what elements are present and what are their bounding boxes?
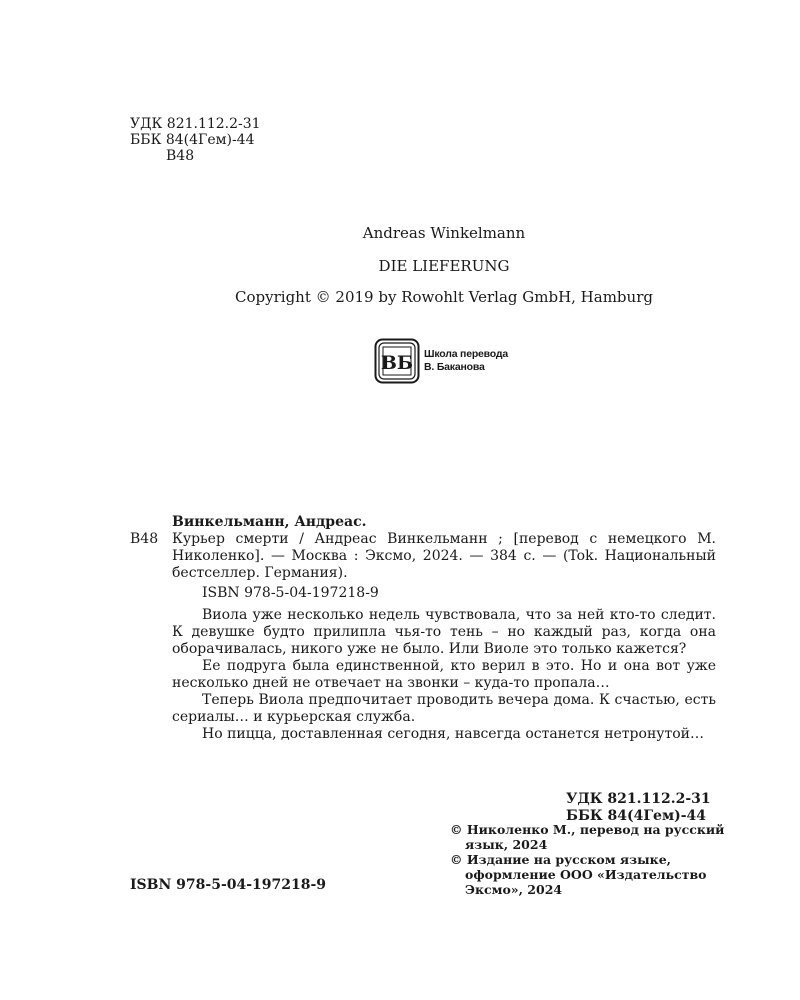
catalog-description-row — [130, 531, 716, 582]
top-classification-codes — [130, 116, 261, 164]
annotation-paragraph: Но пицца, доставленная сегодня, навсегда останется нетронутой… — [202, 726, 705, 742]
original-copyright: Copyright © 2019 by Rowohlt Verlag GmbH, Hamburg — [235, 288, 653, 306]
catalog-author: Винкельманн, Андреас. — [172, 514, 367, 530]
school-name-line1: Школа перевода — [424, 348, 508, 360]
emblem-letters: ВБ — [380, 352, 414, 374]
author-sign-code: В48 — [166, 148, 195, 164]
annotation-paragraph: Теперь Виола предпочитает проводить вечера дома. К счастью, есть сериалы… и курьерская служба. — [172, 692, 716, 725]
catalog-isbn: ISBN 978-5-04-197218-9 — [202, 585, 379, 601]
translation-copyright: © Николенко М., перевод на русский язык, 2024 — [450, 822, 725, 852]
bottom-isbn: ISBN 978-5-04-197218-9 — [130, 877, 327, 893]
school-name — [424, 348, 508, 374]
annotation-paragraph: Виола уже несколько недель чувствовала, что за ней кто-то следит. К девушке будто прилипла чья-то тень – но каждый раз, когда она оборачивалась, никого уже не было. Или Виоле это только кажется? — [172, 607, 716, 657]
bottom-classification-codes — [566, 791, 711, 825]
original-author: Andreas Winkelmann — [362, 224, 526, 242]
translation-school-logo — [374, 338, 508, 384]
original-title: DIE LIEFERUNG — [378, 257, 510, 275]
edition-copyright: © Издание на русском языке, оформление ООО «Издательство Эксмо», 2024 — [450, 852, 707, 897]
school-name-line2: В. Баканова — [424, 361, 485, 373]
bbk-code: ББК 84(4Гем)-44 — [566, 808, 707, 824]
udk-code: УДК 821.112.2-31 — [130, 116, 261, 132]
udk-code: УДК 821.112.2-31 — [566, 791, 711, 807]
catalog-description: Курьер смерти / Андреас Винкельманн ; [перевод с немецкого М. Николенко]. — Москва : Эксмо, 2024. — 384 с. — (Tok. Национальный бестселлер. Германия). — [172, 531, 716, 581]
bbk-code: ББК 84(4Гем)-44 — [130, 132, 255, 148]
catalog-record — [130, 514, 716, 743]
annotation — [172, 607, 716, 743]
school-emblem-icon — [374, 338, 420, 384]
copyright-notices — [450, 822, 730, 897]
catalog-code: В48 — [130, 531, 159, 547]
annotation-paragraph: Ее подруга была единственной, кто верил в это. Но и она вот уже несколько дней не отвечает на звонки – куда-то пропала… — [172, 658, 716, 691]
